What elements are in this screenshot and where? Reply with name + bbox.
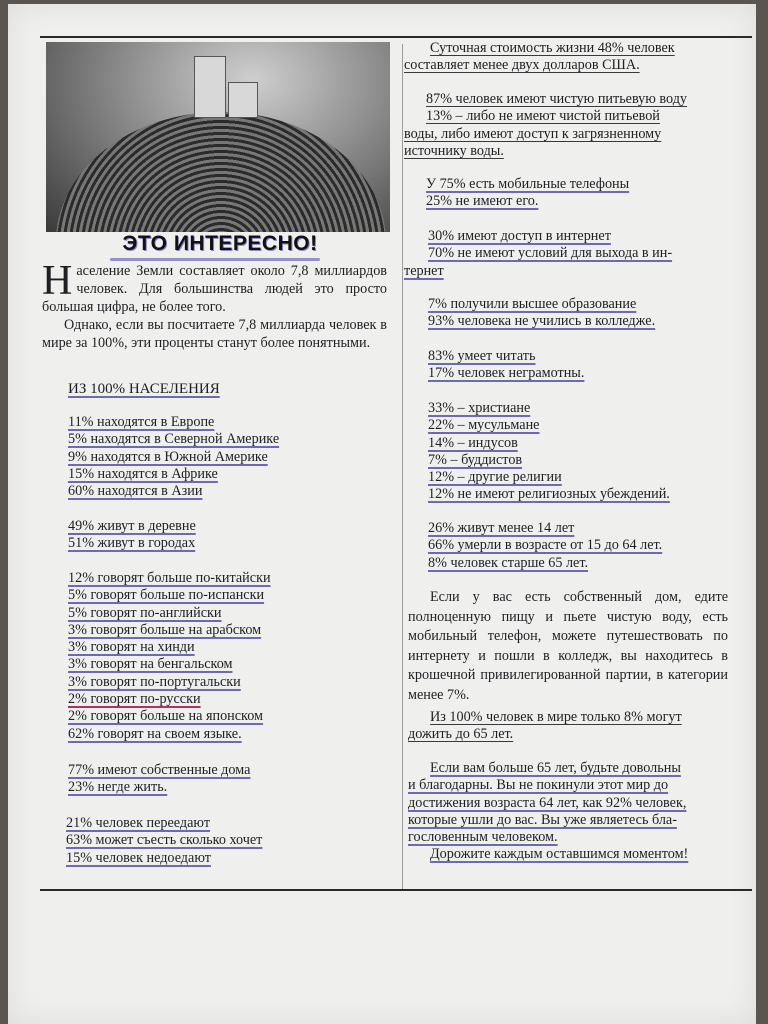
intro-paragraph-1: аселение Земли составляет около 7,8 миллиардов человек. Для большинства людей это просто большая цифра, не более того. <box>42 263 387 315</box>
list-item: воды, либо имеют доступ к загрязненному <box>404 125 662 142</box>
crowd-globe-photo <box>46 42 390 232</box>
list-item: 17% человек неграмотны. <box>428 365 585 382</box>
internet-block <box>404 228 730 280</box>
literacy-block <box>428 348 728 383</box>
languages-list <box>68 570 271 743</box>
list-item: 8% человек старше 65 лет. <box>428 554 589 571</box>
list-item: 49% живут в деревне <box>68 518 196 534</box>
list-item: 60% находятся в Азии <box>68 483 203 500</box>
list-item: 5% находятся в Северной Америке <box>68 431 280 448</box>
list-item: 7% – буддистов <box>428 451 523 468</box>
religion-block <box>428 400 728 504</box>
elders-block <box>408 709 730 744</box>
list-item: Из 100% человек в мире только 8% могут <box>430 709 682 725</box>
privilege-paragraph: Если у вас есть собственный дом, едите полноценную пищу и пьете чистую воду, есть мобильный телефон, можете путешествовать по интернету и пошли в колледж, вы находитесь в крошечной привилегированной партии, в категории менее 7%. <box>408 589 728 703</box>
list-item: 2% говорят по-русски <box>68 691 201 708</box>
title-highlight <box>110 258 320 261</box>
list-item: 9% находятся в Южной Америке <box>68 448 268 465</box>
list-item: Суточная стоимость жизни 48% человек <box>430 40 675 56</box>
list-item: 11% находятся в Европе <box>68 414 215 430</box>
list-item: 15% находятся в Африке <box>68 465 218 482</box>
list-item: тернет <box>404 262 444 279</box>
tower-building <box>194 56 226 118</box>
list-item: Дорожите каждым оставшимся моментом! <box>430 846 689 863</box>
page-title: ЭТО ИНТЕРЕСНО! <box>122 232 318 255</box>
list-item: Если вам больше 65 лет, будьте довольны <box>430 760 681 776</box>
intro-text <box>42 258 387 352</box>
list-item: 23% негде жить. <box>68 779 168 796</box>
list-item: 5% говорят больше по-испански <box>68 587 265 604</box>
list-item: и благодарны. Вы не покинули этот мир до <box>408 777 669 794</box>
list-item: 5% говорят по-английски <box>68 604 222 621</box>
top-rule <box>40 36 752 38</box>
list-item: 12% не имеют религиозных убеждений. <box>428 486 670 503</box>
list-item: 15% человек недоедают <box>66 849 211 866</box>
list-item: 62% говорят на своем языке. <box>68 725 242 742</box>
list-item: 33% – христиане <box>428 400 531 416</box>
list-item: 12% – другие религии <box>428 469 562 486</box>
list-item: дожить до 65 лет. <box>408 726 514 743</box>
regions-list <box>68 414 279 500</box>
list-item: 3% говорят на хинди <box>68 639 195 656</box>
column-divider <box>402 44 403 889</box>
intro-paragraph-2: Однако, если вы посчитаете 7,8 миллиарда человек в мире за 100%, эти проценты станут более понятными. <box>42 317 387 351</box>
income-block <box>404 40 730 75</box>
settlement-list <box>68 518 196 553</box>
list-item: гословенным человеком. <box>408 829 558 846</box>
list-item: 83% умеет читать <box>428 348 536 364</box>
left-heading: ИЗ 100% НАСЕЛЕНИЯ <box>68 381 220 397</box>
globe-crowd-illustration <box>56 112 386 232</box>
food-list <box>66 815 262 867</box>
dropcap-letter: Н <box>42 258 73 304</box>
list-item: У 75% есть мобильные телефоны <box>426 176 630 192</box>
education-block <box>428 296 728 331</box>
list-item: достижения возраста 64 лет, как 92% человек, <box>408 794 687 811</box>
list-item: 3% говорят больше на арабском <box>68 621 262 638</box>
list-item: 30% имеют доступ в интернет <box>428 228 611 244</box>
list-item: 63% может съесть сколько хочет <box>66 832 263 849</box>
list-item: 3% говорят на бенгальском <box>68 656 233 673</box>
phones-block <box>426 176 726 211</box>
water-block <box>404 91 730 160</box>
list-item: 7% получили высшее образование <box>428 296 637 312</box>
age-block <box>428 520 728 572</box>
list-item: 12% говорят больше по-китайски <box>68 570 271 586</box>
list-item: 21% человек переедают <box>66 815 211 831</box>
bottom-rule <box>40 889 752 891</box>
list-item: составляет менее двух долларов США. <box>404 57 640 74</box>
list-item: 26% живут менее 14 лет <box>428 520 575 536</box>
list-item: 25% не имеют его. <box>426 193 539 210</box>
list-item: 51% живут в городах <box>68 535 196 552</box>
list-item: 3% говорят по-португальски <box>68 673 241 690</box>
list-item: 13% – либо не имеют чистой питьевой <box>426 108 660 125</box>
list-item: 22% – мусульмане <box>428 417 540 434</box>
list-item: 70% не имеют условий для выхода в ин- <box>428 245 673 262</box>
list-item: 2% говорят больше на японском <box>68 708 264 725</box>
list-item: которые ушли до вас. Вы уже являетесь бла- <box>408 811 677 828</box>
housing-list <box>68 762 250 797</box>
list-item: источнику воды. <box>404 142 504 159</box>
closing-block <box>408 760 730 864</box>
list-item: 14% – индусов <box>428 434 518 451</box>
list-item: 66% умерли в возрасте от 15 до 64 лет. <box>428 537 663 554</box>
list-item: 87% человек имеют чистую питьевую воду <box>426 91 688 107</box>
list-item: 77% имеют собственные дома <box>68 762 251 778</box>
list-item: 93% человека не учились в колледже. <box>428 313 656 330</box>
tower-building <box>228 82 258 118</box>
